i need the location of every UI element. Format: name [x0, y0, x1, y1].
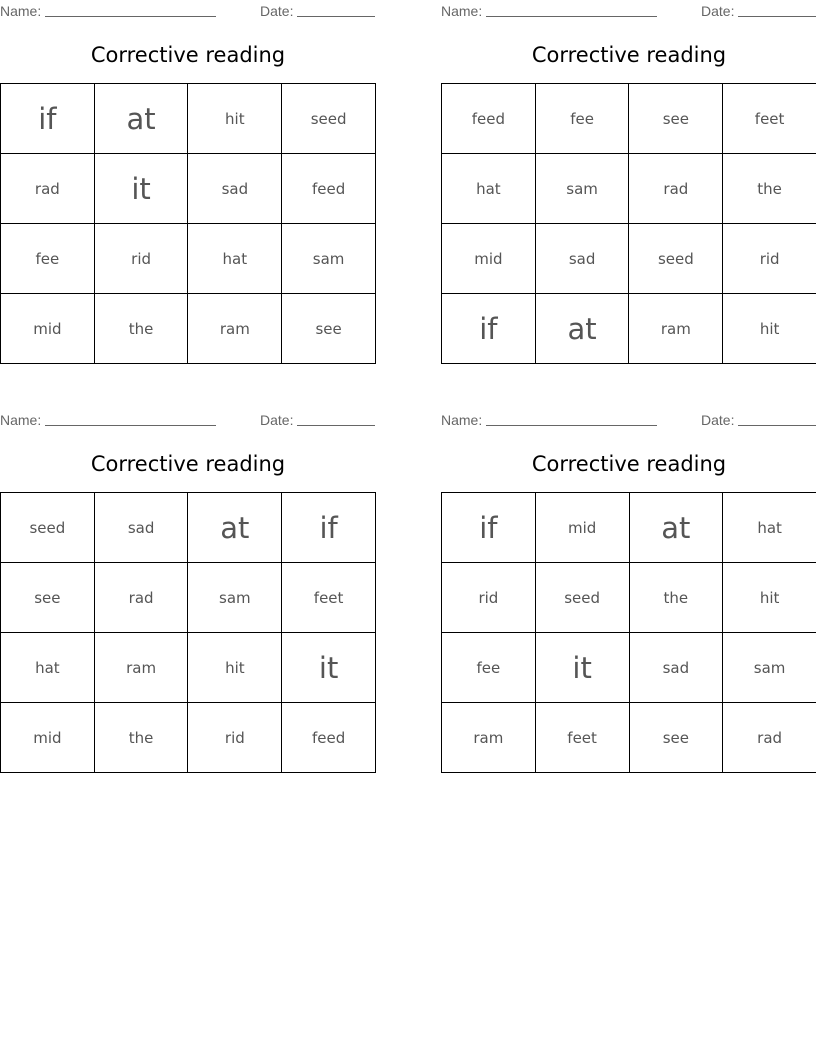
grid-row: [442, 493, 816, 563]
bingo-card: [441, 0, 816, 364]
grid-row: [1, 294, 376, 364]
grid-cell: hat: [1, 633, 95, 703]
grid-cell: mid: [442, 224, 536, 294]
grid-cell: if: [282, 493, 376, 563]
date-label: Date:: [260, 412, 294, 428]
grid-cell: at: [94, 84, 188, 154]
card-title: Corrective reading: [90, 452, 286, 476]
grid-cell: seed: [629, 224, 723, 294]
word-grid: [0, 492, 376, 773]
name-label: Name:: [441, 412, 483, 428]
card-title: Corrective reading: [531, 43, 727, 67]
grid-cell: the: [94, 703, 188, 773]
grid-cell: the: [723, 154, 816, 224]
date-blank-line: [297, 425, 375, 426]
grid-cell: mid: [1, 294, 95, 364]
grid-cell: sam: [188, 563, 282, 633]
grid-cell: see: [282, 294, 376, 364]
grid-cell: rid: [188, 703, 282, 773]
grid-cell: see: [1, 563, 95, 633]
grid-cell: rid: [94, 224, 188, 294]
name-label: Name:: [441, 3, 483, 19]
grid-row: [442, 294, 816, 364]
card-title: Corrective reading: [90, 43, 286, 67]
grid-cell: at: [188, 493, 282, 563]
grid-cell: the: [629, 563, 723, 633]
grid-cell: rid: [723, 224, 816, 294]
date-label: Date:: [701, 412, 735, 428]
grid-row: [1, 84, 376, 154]
date-blank-line: [738, 16, 816, 17]
date-label: Date:: [701, 3, 735, 19]
date-blank-line: [297, 16, 375, 17]
grid-cell: feed: [442, 84, 536, 154]
grid-cell: if: [442, 493, 536, 563]
grid-cell: sad: [535, 224, 629, 294]
grid-cell: feet: [723, 84, 816, 154]
grid-cell: hit: [188, 633, 282, 703]
grid-cell: the: [94, 294, 188, 364]
name-blank-line: [486, 425, 657, 426]
name-label: Name:: [0, 3, 42, 19]
grid-cell: fee: [1, 224, 95, 294]
bingo-card: [441, 409, 816, 773]
grid-row: [442, 633, 816, 703]
grid-row: [442, 703, 816, 773]
grid-cell: feed: [282, 154, 376, 224]
grid-row: [442, 224, 816, 294]
grid-row: [1, 224, 376, 294]
grid-cell: at: [629, 493, 723, 563]
grid-cell: seed: [535, 563, 629, 633]
grid-cell: ram: [94, 633, 188, 703]
bingo-card: [0, 0, 376, 364]
grid-row: [442, 84, 816, 154]
grid-cell: sam: [535, 154, 629, 224]
grid-cell: ram: [629, 294, 723, 364]
grid-cell: if: [1, 84, 95, 154]
name-label: Name:: [0, 412, 42, 428]
name-blank-line: [486, 16, 657, 17]
grid-cell: sad: [188, 154, 282, 224]
grid-cell: sad: [629, 633, 723, 703]
grid-cell: sad: [94, 493, 188, 563]
grid-cell: sam: [723, 633, 816, 703]
grid-cell: rad: [94, 563, 188, 633]
card-header: [441, 412, 816, 428]
word-grid: [441, 492, 816, 773]
grid-cell: hat: [442, 154, 536, 224]
grid-cell: mid: [535, 493, 629, 563]
grid-cell: feet: [282, 563, 376, 633]
card-header: [0, 412, 376, 428]
grid-cell: see: [629, 703, 723, 773]
grid-cell: sam: [282, 224, 376, 294]
grid-cell: feed: [282, 703, 376, 773]
name-blank-line: [45, 425, 216, 426]
grid-cell: mid: [1, 703, 95, 773]
word-grid: [0, 83, 376, 364]
date-label: Date:: [260, 3, 294, 19]
grid-cell: it: [282, 633, 376, 703]
grid-cell: rad: [723, 703, 816, 773]
grid-cell: hat: [723, 493, 816, 563]
grid-cell: hat: [188, 224, 282, 294]
grid-cell: seed: [282, 84, 376, 154]
date-blank-line: [738, 425, 816, 426]
grid-row: [1, 563, 376, 633]
grid-row: [442, 154, 816, 224]
grid-row: [1, 154, 376, 224]
card-title: Corrective reading: [531, 452, 727, 476]
grid-cell: seed: [1, 493, 95, 563]
grid-row: [1, 633, 376, 703]
grid-cell: rid: [442, 563, 536, 633]
grid-cell: fee: [442, 633, 536, 703]
card-header: [441, 3, 816, 19]
grid-cell: it: [94, 154, 188, 224]
name-blank-line: [45, 16, 216, 17]
card-header: [0, 3, 376, 19]
word-grid: [441, 83, 816, 364]
grid-cell: ram: [188, 294, 282, 364]
grid-cell: it: [535, 633, 629, 703]
grid-cell: fee: [535, 84, 629, 154]
grid-cell: ram: [442, 703, 536, 773]
grid-cell: hit: [723, 294, 816, 364]
grid-cell: see: [629, 84, 723, 154]
grid-cell: rad: [1, 154, 95, 224]
grid-cell: feet: [535, 703, 629, 773]
grid-cell: hit: [188, 84, 282, 154]
grid-cell: at: [535, 294, 629, 364]
grid-row: [1, 703, 376, 773]
grid-cell: rad: [629, 154, 723, 224]
grid-row: [1, 493, 376, 563]
bingo-card: [0, 409, 376, 773]
grid-row: [442, 563, 816, 633]
grid-cell: hit: [723, 563, 816, 633]
grid-cell: if: [442, 294, 536, 364]
